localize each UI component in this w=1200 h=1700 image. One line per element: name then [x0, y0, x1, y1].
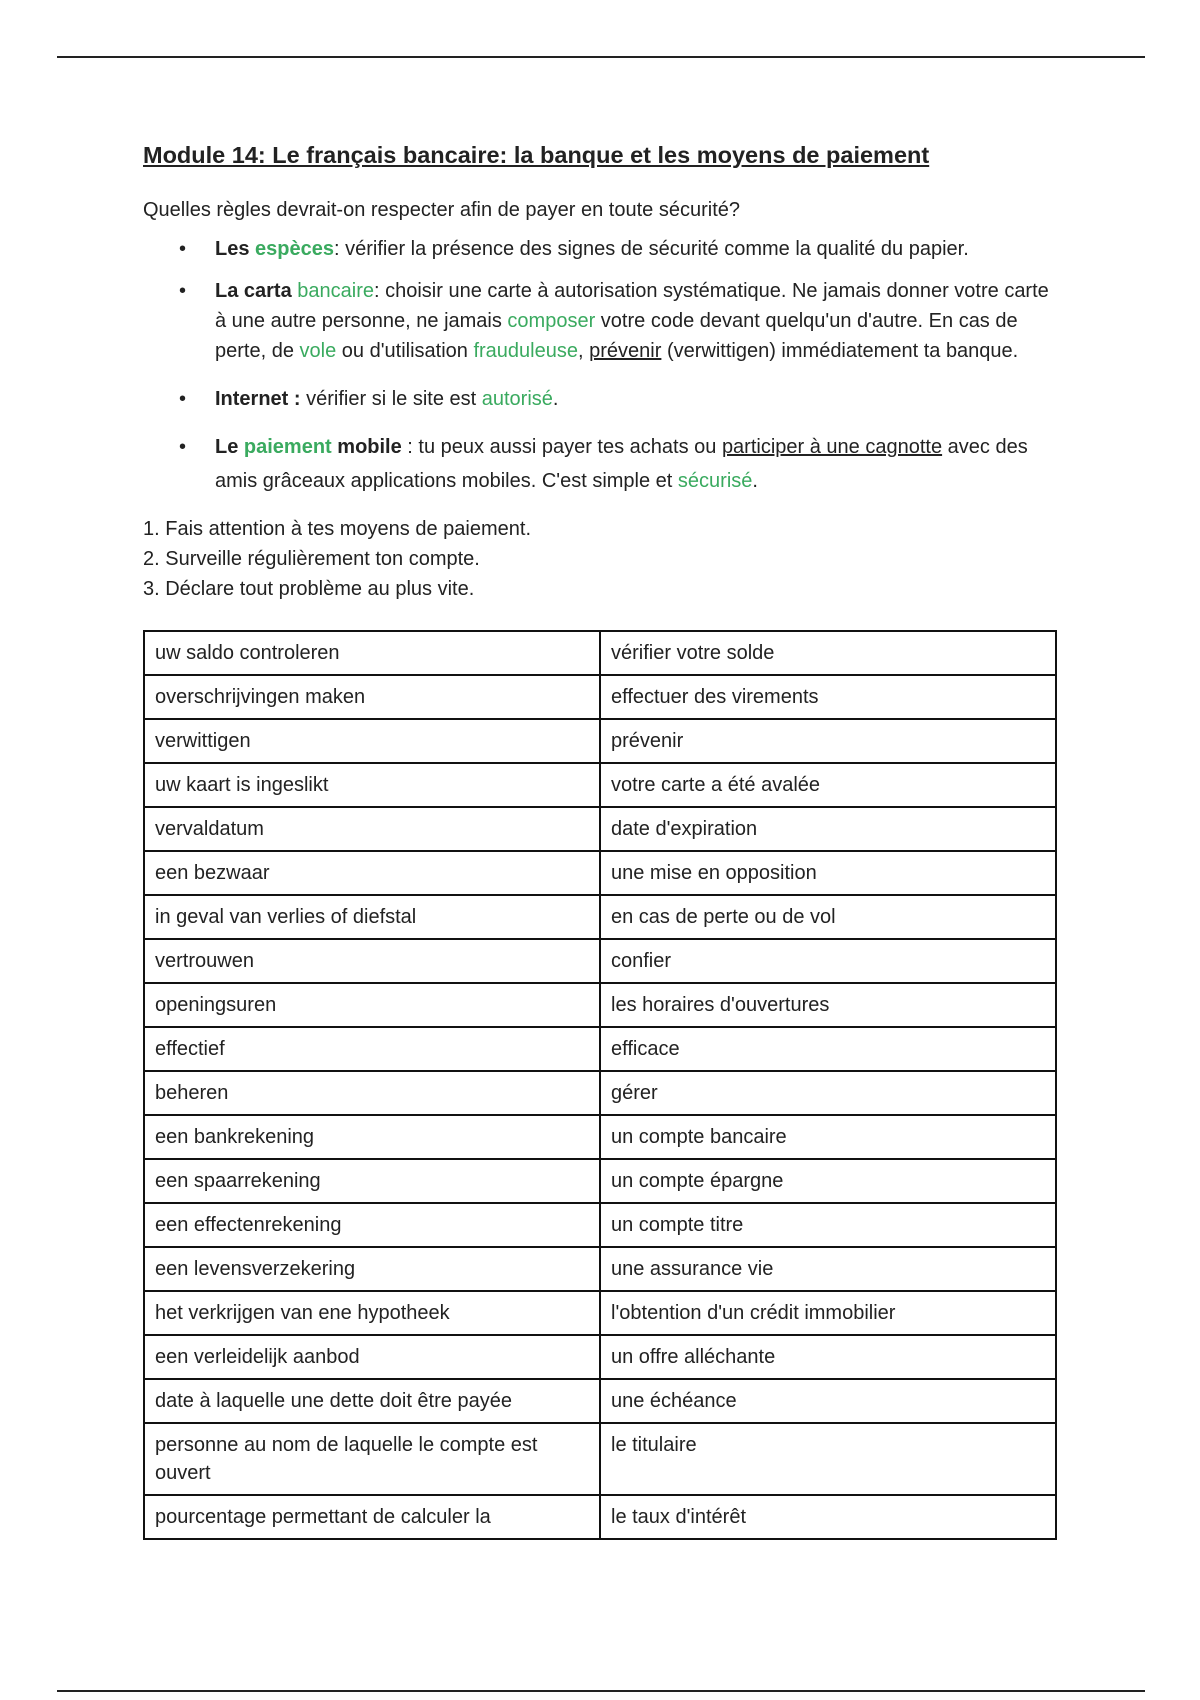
steps-list — [143, 514, 1063, 604]
table-row — [144, 1247, 1056, 1291]
question: Quelles règles devrait-on respecter afin de payer en toute sécurité? — [143, 198, 741, 221]
french-term: effectuer des virements — [600, 675, 1056, 719]
rules-list — [143, 234, 1063, 498]
french-term: le taux d'intérêt — [600, 1495, 1056, 1539]
french-term: confier — [600, 939, 1056, 983]
french-term: une mise en opposition — [600, 851, 1056, 895]
dutch-term: een verleidelijk aanbod — [144, 1335, 600, 1379]
french-term: efficace — [600, 1027, 1056, 1071]
dutch-term: een bankrekening — [144, 1115, 600, 1159]
bottom-rule — [57, 1690, 1145, 1692]
table-row — [144, 1379, 1056, 1423]
dutch-term: een effectenrekening — [144, 1203, 600, 1247]
dutch-term: verwittigen — [144, 719, 600, 763]
dutch-term: uw saldo controleren — [144, 631, 600, 675]
french-term: en cas de perte ou de vol — [600, 895, 1056, 939]
list-item-carte: • La carta bancaire: choisir une carte à autorisation systématique. Ne jamais donner votre carte à une autre personne, ne jamais composer votre code devant quelqu'un d'autre. En cas de perte, de vole ou d'utilisation frauduleuse, prévenir (verwittigen) immédiatement ta banque. — [143, 276, 1063, 366]
step-item: 3. Déclare tout problème au plus vite. — [143, 577, 475, 600]
vocab-table — [143, 630, 1057, 1540]
french-term: une assurance vie — [600, 1247, 1056, 1291]
dutch-term: een levensverzekering — [144, 1247, 600, 1291]
french-term: date d'expiration — [600, 807, 1056, 851]
bullet-icon: • — [179, 279, 187, 302]
table-row — [144, 1291, 1056, 1335]
dutch-term: beheren — [144, 1071, 600, 1115]
table-row — [144, 1027, 1056, 1071]
table-row — [144, 1203, 1056, 1247]
bullet-icon: • — [179, 387, 187, 410]
dutch-term: uw kaart is ingeslikt — [144, 763, 600, 807]
table-row — [144, 851, 1056, 895]
table-row — [144, 1071, 1056, 1115]
dutch-term: het verkrijgen van ene hypotheek — [144, 1291, 600, 1335]
french-term: un offre alléchante — [600, 1335, 1056, 1379]
dutch-term: vertrouwen — [144, 939, 600, 983]
dutch-term: openingsuren — [144, 983, 600, 1027]
dutch-term: vervaldatum — [144, 807, 600, 851]
table-row — [144, 1423, 1056, 1495]
french-term: le titulaire — [600, 1423, 1056, 1495]
table-row — [144, 675, 1056, 719]
page-title: Module 14: Le français bancaire: la banque et les moyens de paiement — [143, 142, 930, 168]
dutch-term: overschrijvingen maken — [144, 675, 600, 719]
french-term: vérifier votre solde — [600, 631, 1056, 675]
dutch-term: een spaarrekening — [144, 1159, 600, 1203]
table-row — [144, 763, 1056, 807]
dutch-term: date à laquelle une dette doit être payée — [144, 1379, 600, 1423]
list-item-internet: • Internet : vérifier si le site est autorisé. — [143, 384, 1063, 414]
table-row — [144, 1159, 1056, 1203]
bullet-icon: • — [179, 237, 187, 260]
table-row — [144, 807, 1056, 851]
table-row — [144, 1115, 1056, 1159]
dutch-term: een bezwaar — [144, 851, 600, 895]
table-row — [144, 895, 1056, 939]
top-rule — [57, 56, 1145, 58]
step-item: 1. Fais attention à tes moyens de paiement. — [143, 517, 531, 540]
bullet-icon: • — [179, 435, 187, 458]
table-row — [144, 1495, 1056, 1539]
table-row — [144, 939, 1056, 983]
french-term: votre carte a été avalée — [600, 763, 1056, 807]
list-item-especes: • Les espèces: vérifier la présence des signes de sécurité comme la qualité du papier. — [143, 234, 1063, 264]
document-page — [143, 140, 1063, 1540]
table-row — [144, 1335, 1056, 1379]
french-term: un compte titre — [600, 1203, 1056, 1247]
french-term: prévenir — [600, 719, 1056, 763]
french-term: un compte épargne — [600, 1159, 1056, 1203]
french-term: l'obtention d'un crédit immobilier — [600, 1291, 1056, 1335]
list-item-mobile: • Le paiement mobile : tu peux aussi payer tes achats ou participer à une cagnotte avec des amis grâceaux applications mobiles. C'est simple et sécurisé. — [143, 430, 1063, 498]
table-row — [144, 719, 1056, 763]
table-row — [144, 631, 1056, 675]
dutch-term: in geval van verlies of diefstal — [144, 895, 600, 939]
french-term: un compte bancaire — [600, 1115, 1056, 1159]
table-row — [144, 983, 1056, 1027]
dutch-term: personne au nom de laquelle le compte est ouvert — [144, 1423, 600, 1495]
dutch-term: effectief — [144, 1027, 600, 1071]
step-item: 2. Surveille régulièrement ton compte. — [143, 547, 480, 570]
french-term: les horaires d'ouvertures — [600, 983, 1056, 1027]
french-term: gérer — [600, 1071, 1056, 1115]
french-term: une échéance — [600, 1379, 1056, 1423]
dutch-term: pourcentage permettant de calculer la — [144, 1495, 600, 1539]
